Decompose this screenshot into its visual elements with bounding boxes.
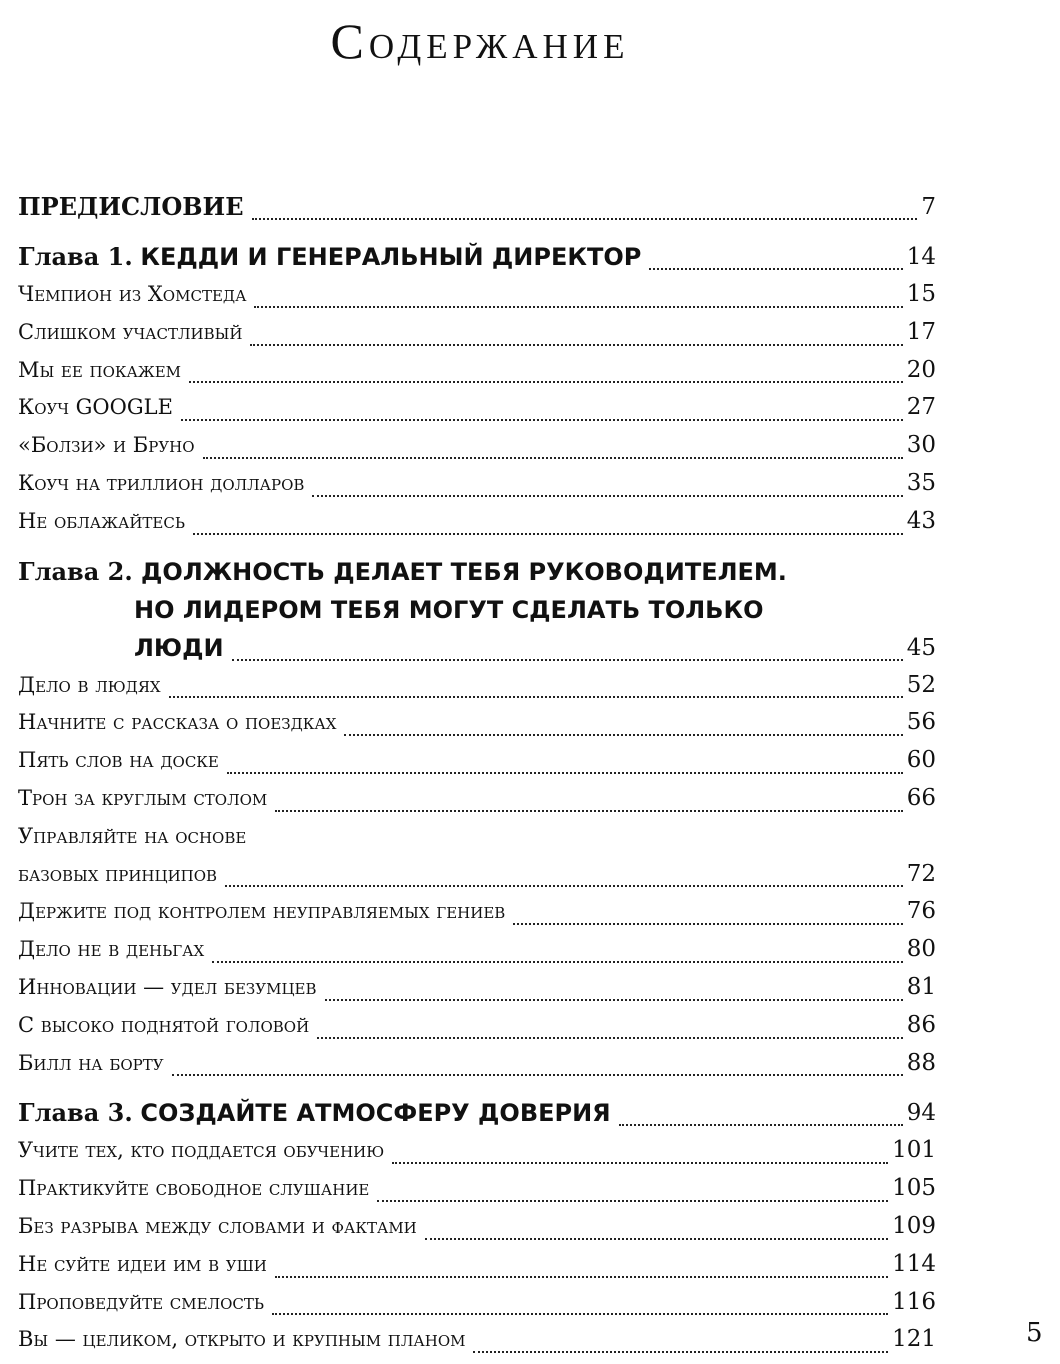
toc-section-label: Практикуйте свободное слушание: [18, 1176, 370, 1201]
toc-section[interactable]: [18, 1170, 936, 1208]
toc-section[interactable]: [18, 503, 936, 541]
dot-leader: [344, 734, 902, 736]
dot-leader: [232, 659, 903, 661]
toc-chapter-2[interactable]: [18, 553, 936, 667]
toc-entry-preface[interactable]: [18, 188, 936, 226]
toc-section[interactable]: [18, 969, 936, 1007]
chapter-title-line: [18, 553, 936, 591]
toc-entry-page: 109: [892, 1212, 936, 1239]
toc-chapter-3[interactable]: [18, 1094, 936, 1132]
toc-entry-page: 94: [906, 1100, 936, 1127]
dot-leader: [254, 306, 902, 308]
toc-chapter-label: [18, 238, 641, 276]
toc-section[interactable]: [18, 427, 936, 465]
dot-leader: [317, 1037, 903, 1039]
dot-leader: [212, 961, 902, 963]
chapter-prefix: Глава 3.: [18, 1098, 133, 1128]
toc-section[interactable]: [18, 314, 936, 352]
toc-entry-page: 88: [906, 1049, 936, 1076]
dot-leader: [325, 999, 903, 1001]
dot-leader: [392, 1162, 888, 1164]
toc-entry-page: 15: [906, 281, 936, 307]
toc-section-label: Проповедуйте смелость: [18, 1289, 264, 1314]
toc-section[interactable]: [18, 389, 936, 427]
toc-section-label: Держите под контролем неуправляемых гениев: [18, 899, 506, 924]
dot-leader: [227, 772, 903, 774]
toc-section-label-line[interactable]: Управляйте на основе: [18, 823, 247, 848]
toc-section-label: Билл на борту: [18, 1050, 164, 1075]
toc-entry-page: 81: [906, 973, 936, 1000]
page-title: Содержание: [330, 13, 630, 69]
toc-chapter-1[interactable]: [18, 238, 936, 276]
toc-entry-page: 66: [906, 784, 936, 811]
toc-section[interactable]: [18, 1208, 936, 1246]
toc-entry-page: 105: [892, 1175, 936, 1202]
dot-leader: [377, 1200, 888, 1202]
toc-entry-page: 86: [906, 1011, 936, 1038]
page-number: 5: [1026, 1318, 1043, 1348]
toc-entry-page: 80: [906, 936, 936, 963]
toc-section-label: Без разрыва между словами и фактами: [18, 1213, 417, 1238]
toc-entry-page: 43: [906, 507, 936, 534]
toc-section-label: Коуч GOOGLE: [18, 395, 173, 420]
table-of-contents: [18, 188, 936, 1359]
dot-leader: [193, 533, 903, 535]
toc-entry-page: 17: [906, 318, 936, 345]
toc-entry-page: 27: [906, 394, 936, 421]
toc-entry-label: ПРЕДИСЛОВИЕ: [18, 192, 244, 221]
toc-section-label: Не суйте идеи им в уши: [18, 1251, 267, 1276]
toc-section[interactable]: [18, 1132, 936, 1170]
dot-leader: [619, 1124, 903, 1126]
dot-leader: [649, 268, 902, 270]
toc-entry-page: 20: [906, 356, 936, 383]
chapter-title: ЛЮДИ: [134, 633, 224, 662]
toc-section[interactable]: [18, 276, 936, 314]
toc-section[interactable]: [18, 1007, 936, 1045]
toc-section[interactable]: [18, 856, 936, 894]
toc-section-label: Учите тех, кто поддается обучению: [18, 1138, 385, 1163]
toc-section-label: Трон за круглым столом: [18, 785, 268, 810]
toc-section-label: Инновации — удел безумцев: [18, 974, 317, 999]
dot-leader: [425, 1238, 888, 1240]
toc-entry-page: 35: [906, 469, 936, 496]
dot-leader: [172, 1074, 903, 1076]
toc-section-label: С высоко поднятой головой: [18, 1012, 310, 1037]
dot-leader: [275, 1276, 888, 1278]
dot-leader: [169, 696, 903, 698]
toc-section-label: Не облажайтесь: [18, 508, 185, 533]
dot-leader: [513, 923, 902, 925]
toc-chapter-label: [18, 1094, 611, 1132]
toc-entry-page: 14: [906, 244, 936, 270]
toc-section-label: «Болзи» и Бруно: [18, 433, 195, 458]
dot-leader: [272, 1313, 888, 1315]
toc-entry-page: 116: [892, 1288, 936, 1315]
toc-section-label: базовых принципов: [18, 861, 218, 886]
chapter-prefix: Глава 2.: [18, 556, 133, 586]
toc-section-label: Вы — целиком, открыто и крупным планом: [18, 1327, 466, 1352]
chapter-title-last-line: [18, 629, 936, 667]
toc-section[interactable]: [18, 1284, 936, 1322]
toc-entry-page: 7: [921, 194, 936, 220]
dot-leader: [252, 218, 918, 220]
toc-section-label: Дело в людях: [18, 672, 161, 697]
toc-section[interactable]: [18, 1246, 936, 1284]
toc-entry-page: 121: [892, 1326, 936, 1353]
dot-leader: [225, 885, 903, 887]
toc-entry-page: 114: [892, 1250, 936, 1277]
dot-leader: [203, 457, 903, 459]
dot-leader: [181, 419, 903, 421]
toc-section-label: Коуч на триллион долларов: [18, 470, 305, 495]
toc-section[interactable]: [18, 704, 936, 742]
toc-section[interactable]: [18, 1045, 936, 1083]
toc-entry-page: 45: [906, 634, 936, 661]
dot-leader: [473, 1351, 888, 1353]
toc-section[interactable]: [18, 780, 936, 818]
chapter-title: ДОЛЖНОСТЬ ДЕЛАЕТ ТЕБЯ РУКОВОДИТЕЛЕМ.: [141, 557, 787, 586]
chapter-title: СОЗДАЙТЕ АТМОСФЕРУ ДОВЕРИЯ: [140, 1099, 611, 1128]
toc-section[interactable]: [18, 465, 936, 503]
toc-section[interactable]: [18, 352, 936, 390]
toc-section[interactable]: [18, 893, 936, 931]
toc-entry-page: 30: [906, 432, 936, 459]
toc-entry-page: 56: [906, 709, 936, 736]
toc-section-label: Чемпион из Хомстеда: [18, 282, 247, 306]
toc-entry-page: 52: [906, 671, 936, 698]
toc-section-label: Мы ее покажем: [18, 357, 182, 382]
toc-entry-page: 101: [892, 1137, 936, 1164]
toc-section[interactable]: [18, 742, 936, 780]
dot-leader: [250, 344, 902, 346]
dot-leader: [189, 381, 903, 383]
toc-section-label: Пять слов на доске: [18, 748, 219, 773]
toc-section-label: Начните с рассказа о поездках: [18, 710, 337, 735]
chapter-title: КЕДДИ И ГЕНЕРАЛЬНЫЙ ДИРЕКТОР: [140, 243, 642, 271]
chapter-prefix: Глава 1.: [18, 242, 133, 271]
chapter-title-line: НО ЛИДЕРОМ ТЕБЯ МОГУТ СДЕЛАТЬ ТОЛЬКО: [134, 595, 764, 624]
toc-section[interactable]: [18, 1321, 936, 1359]
toc-section[interactable]: [18, 931, 936, 969]
toc-section-label: Дело не в деньгах: [18, 937, 205, 962]
dot-leader: [275, 810, 902, 812]
toc-section-label: Слишком участливый: [18, 319, 243, 344]
toc-entry-page: 60: [906, 747, 936, 774]
toc-section[interactable]: [18, 667, 936, 705]
toc-entry-page: 76: [906, 898, 936, 925]
toc-entry-page: 72: [906, 860, 936, 887]
dot-leader: [312, 495, 902, 497]
